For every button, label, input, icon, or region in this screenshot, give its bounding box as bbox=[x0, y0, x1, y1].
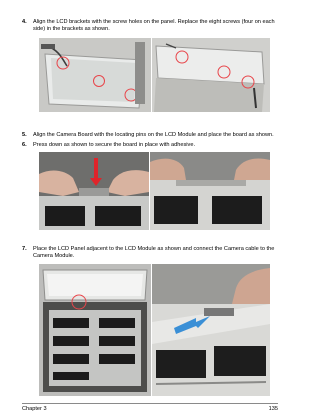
step-text: Press down as shown to secure the board in place with adhesive. bbox=[33, 142, 196, 148]
step-text: Align the LCD brackets with the screw holes on the panel. Replace the eight screws (four on each side) in the brackets as shown. bbox=[33, 19, 275, 32]
footer-divider bbox=[22, 403, 278, 404]
photo-camera-board-placed bbox=[150, 152, 270, 230]
photo-camera-board-press bbox=[39, 152, 149, 230]
step-text: Align the Camera Board with the locating pins on the LCD Module and place the board as shown. bbox=[33, 132, 274, 138]
photo-lcd-brackets-left bbox=[39, 38, 151, 112]
photo-camera-cable-connect bbox=[152, 264, 270, 396]
step-number: 7. bbox=[22, 246, 27, 252]
step-number: 6. bbox=[22, 142, 27, 148]
step-number: 4. bbox=[22, 19, 27, 25]
footer-chapter: Chapter 3 bbox=[22, 406, 47, 412]
photo-lcd-panel-adjacent bbox=[39, 264, 151, 396]
step-text: Place the LCD Panel adjacent to the LCD Module as shown and connect the Camera cable to the Camera Module. bbox=[33, 246, 275, 259]
step-number: 5. bbox=[22, 132, 27, 138]
footer-page-number: 135 bbox=[268, 406, 278, 412]
photo-lcd-brackets-right bbox=[152, 38, 270, 112]
